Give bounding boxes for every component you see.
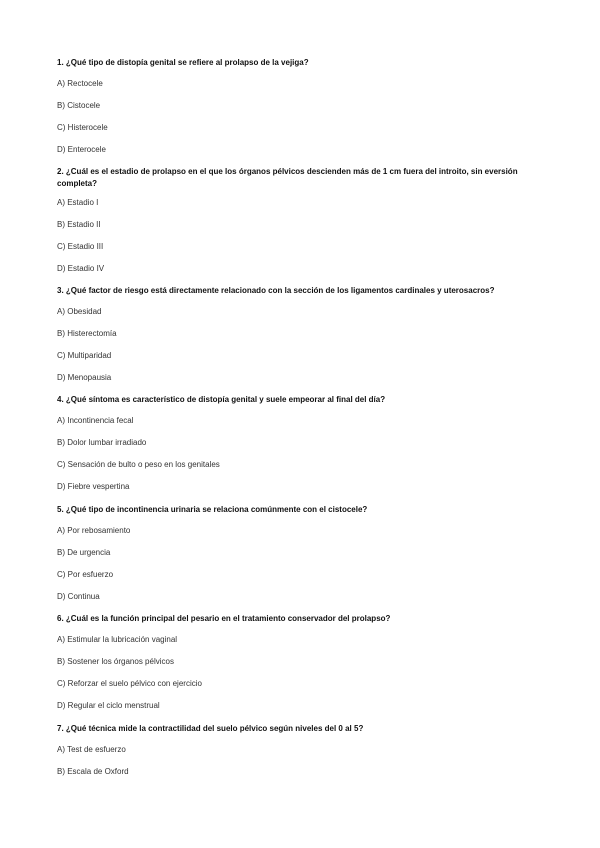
question-5-option-b: B) De urgencia: [57, 548, 111, 557]
question-2: 2. ¿Cuál es el estadio de prolapso en el que los órganos pélvicos descienden más de 1 cm fuera del introito, sin eversión completa?: [57, 167, 518, 188]
question-6-option-a: A) Estimular la lubricación vaginal: [57, 635, 178, 644]
question-4: 4. ¿Qué síntoma es característico de distopía genital y suele empeorar al final del día?: [57, 395, 386, 404]
question-1-option-a: A) Rectocele: [57, 79, 103, 88]
question-6-option-b: B) Sostener los órganos pélvicos: [57, 657, 174, 666]
question-6-option-d: D) Regular el ciclo menstrual: [57, 701, 160, 710]
question-5-option-d: D) Continua: [57, 592, 100, 601]
question-2-option-c: C) Estadio III: [57, 242, 104, 251]
question-4-option-b: B) Dolor lumbar irradiado: [57, 438, 147, 447]
question-7-option-b: B) Escala de Oxford: [57, 767, 129, 776]
question-3: 3. ¿Qué factor de riesgo está directamente relacionado con la sección de los ligamentos cardinales y uterosacros?: [57, 286, 495, 295]
question-2-option-a: A) Estadio I: [57, 198, 99, 207]
question-5: 5. ¿Qué tipo de incontinencia urinaria se relaciona comúnmente con el cistocele?: [57, 505, 368, 514]
question-1: 1. ¿Qué tipo de distopía genital se refiere al prolapso de la vejiga?: [57, 58, 309, 67]
question-1-option-b: B) Cistocele: [57, 101, 101, 110]
question-5-option-a: A) Por rebosamiento: [57, 526, 131, 535]
question-4-option-d: D) Fiebre vespertina: [57, 482, 130, 491]
question-2-option-b: B) Estadio II: [57, 220, 101, 229]
question-6: 6. ¿Cuál es la función principal del pesario en el tratamiento conservador del prolapso?: [57, 614, 391, 623]
question-6-option-c: C) Reforzar el suelo pélvico con ejercicio: [57, 679, 202, 688]
question-1-option-d: D) Enterocele: [57, 145, 106, 154]
question-7: 7. ¿Qué técnica mide la contractilidad del suelo pélvico según niveles del 0 al 5?: [57, 724, 364, 733]
question-3-option-d: D) Menopausia: [57, 373, 112, 382]
question-2-option-d: D) Estadio IV: [57, 264, 105, 273]
question-4-option-c: C) Sensación de bulto o peso en los genitales: [57, 460, 220, 469]
question-7-option-a: A) Test de esfuerzo: [57, 745, 126, 754]
question-3-option-a: A) Obesidad: [57, 307, 102, 316]
question-3-option-c: C) Multiparidad: [57, 351, 112, 360]
question-5-option-c: C) Por esfuerzo: [57, 570, 114, 579]
question-1-option-c: C) Histerocele: [57, 123, 108, 132]
question-3-option-b: B) Histerectomía: [57, 329, 117, 338]
question-4-option-a: A) Incontinencia fecal: [57, 416, 134, 425]
